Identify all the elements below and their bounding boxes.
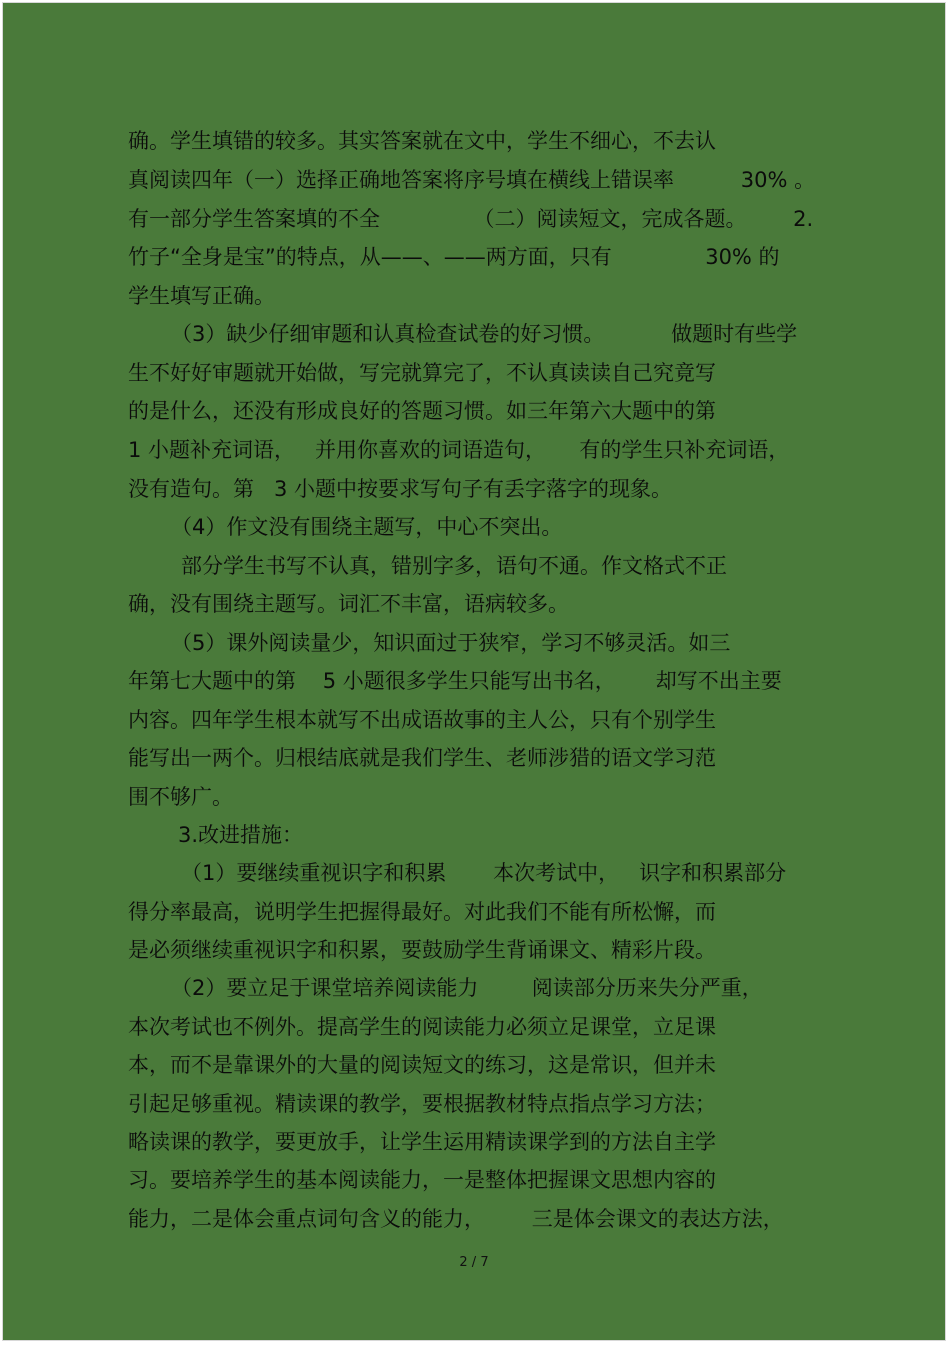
text-line-29: 能力，二是体会重点词句含义的能力， 三是体会课文的表达方法， [128,1207,784,1231]
page-number: 2 / 7 [459,1255,489,1270]
text-line-22: 是必须继续重视识字和积累，要鼓励学生背诵课文、精彩片段。 [128,938,716,962]
text-line-7: 生不好好审题就开始做，写完就算完了，不认真读读自己究竟写 [128,361,716,385]
text-line-24: 本次考试也不例外。提高学生的阅读能力必须立足课堂，立足课 [128,1015,716,1039]
text-line-17: 能写出一两个。归根结底就是我们学生、老师涉猎的语文学习范 [128,746,716,770]
document-page [2,2,946,1341]
text-line-1: 确。学生填错的较多。其实答案就在文中，学生不细心，不去认 [128,129,716,153]
text-line-13: 确，没有围绕主题写。词汇不丰富，语病较多。 [128,592,569,616]
text-line-3: 有一部分学生答案填的不全 （二）阅读短文，完成各题。 2. [128,207,814,231]
text-line-21: 得分率最高，说明学生把握得最好。对此我们不能有所松懈，而 [128,900,716,924]
text-line-19: 3.改进措施： [178,823,304,847]
text-line-11: （4）作文没有围绕主题写，中心不突出。 [171,515,563,539]
text-line-12: 部分学生书写不认真，错别字多，语句不通。作文格式不正 [181,554,727,578]
text-line-25: 本，而不是靠课外的大量的阅读短文的练习，这是常识，但并未 [128,1053,716,1077]
text-line-23: （2）要立足于课堂培养阅读能力 阅读部分历来失分严重， [171,976,763,1000]
text-line-26: 引起足够重视。精读课的教学，要根据教材特点指点学习方法； [128,1092,716,1116]
text-line-5: 学生填写正确。 [128,284,275,308]
text-line-14: （5）课外阅读量少，知识面过于狭窄，学习不够灵活。如三 [171,631,731,655]
text-line-10: 没有造句。第 3 小题中按要求写句子有丢字落字的现象。 [128,477,673,501]
text-line-9: 1 小题补充词语， 并用你喜欢的词语造句， 有的学生只补充词语， [128,438,790,462]
text-line-20: （1）要继续重视识字和积累 本次考试中， 识字和积累部分 [181,861,787,885]
text-line-8: 的是什么，还没有形成良好的答题习惯。如三年第六大题中的第 [128,399,716,423]
text-line-4: 竹子“全身是宝”的特点，从——、——两方面，只有 30% 的 [128,245,780,269]
text-line-2: 真阅读四年（一）选择正确地答案将序号填在横线上错误率 30% 。 [128,168,816,192]
text-line-15: 年第七大题中的第 5 小题很多学生只能写出书名， 却写不出主要 [128,669,782,693]
text-line-18: 围不够广。 [128,785,233,809]
text-line-16: 内容。四年学生根本就写不出成语故事的主人公，只有个别学生 [128,708,716,732]
text-line-28: 习。要培养学生的基本阅读能力，一是整体把握课文思想内容的 [128,1168,716,1192]
text-line-27: 略读课的教学，要更放手，让学生运用精读课学到的方法自主学 [128,1130,716,1154]
text-line-6: （3）缺少仔细审题和认真检查试卷的好习惯。 做题时有些学 [171,322,798,346]
